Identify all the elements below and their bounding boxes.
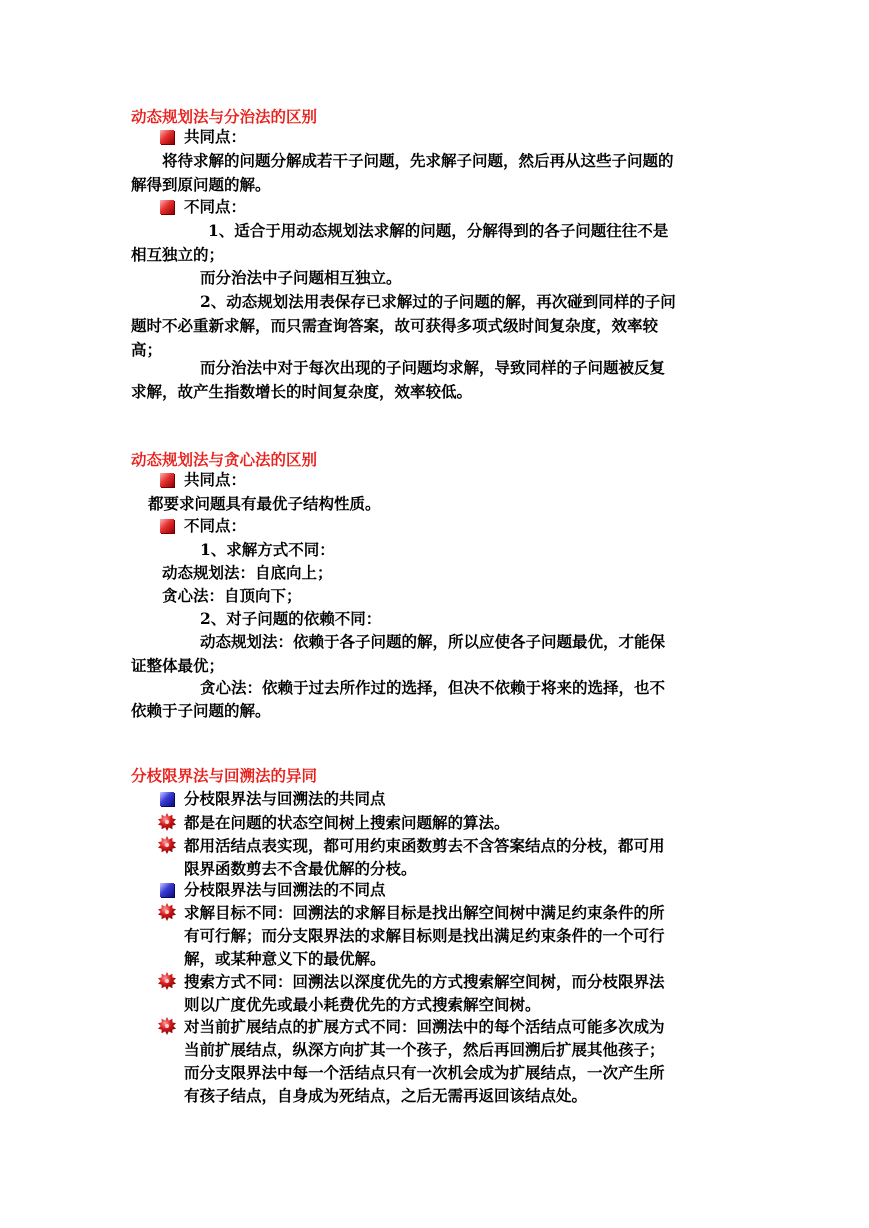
common-label: 分枝限界法与回溯法的共同点 <box>184 789 386 808</box>
list-item: 求解目标不同：回溯法的求解目标是找出解空间树中满足约束条件的所 <box>184 903 665 922</box>
list-item-continuation: 解，或某种意义下的最优解。 <box>184 949 386 968</box>
paragraph-line: 相互独立的； <box>131 245 225 264</box>
paragraph-line: 高； <box>131 340 163 359</box>
list-item-continuation: 而分支限界法中每一个活结点只有一次机会成为扩展结点，一次产生所 <box>184 1063 665 1082</box>
list-item-continuation: 则以广度优先或最小耗费优先的方式搜索解空间树。 <box>184 995 541 1014</box>
list-item: 都用活结点表实现，都可用约束函数剪去不含答案结点的分枝，都可用 <box>184 836 665 855</box>
paragraph-line: 1、求解方式不同： <box>200 540 335 559</box>
paragraph-line: 而分治法中子问题相互独立。 <box>200 268 402 287</box>
red-gear-bullet-icon <box>158 836 176 854</box>
red-gear-bullet-icon <box>158 903 176 921</box>
list-item: 都是在问题的状态空间树上搜索问题解的算法。 <box>184 813 510 832</box>
red-square-bullet-icon <box>160 519 174 533</box>
diff-label: 不同点： <box>184 516 247 535</box>
paragraph-line: 而分治法中对于每次出现的子问题均求解，导致同样的子问题被反复 <box>200 358 666 377</box>
list-item: 搜索方式不同：回溯法以深度优先的方式搜索解空间树，而分枝限界法 <box>184 972 665 991</box>
list-item: 对当前扩展结点的扩展方式不同：回溯法中的每个活结点可能多次成为 <box>184 1017 665 1036</box>
paragraph-line: 依赖于子问题的解。 <box>131 701 271 720</box>
red-gear-bullet-icon <box>158 972 176 990</box>
common-label: 共同点： <box>184 470 247 489</box>
paragraph-line: 动态规划法：自底向上； <box>162 563 333 582</box>
diff-label: 分枝限界法与回溯法的不同点 <box>184 880 386 899</box>
red-gear-bullet-icon <box>158 813 176 831</box>
blue-square-bullet-icon <box>160 792 174 806</box>
paragraph-line: 2、对子问题的依赖不同： <box>200 609 382 628</box>
paragraph-line: 动态规划法：依赖于各子问题的解，所以应使各子问题最优，才能保 <box>200 632 666 651</box>
paragraph-line: 贪心法：自顶向下； <box>162 586 302 605</box>
red-gear-bullet-icon <box>158 1017 176 1035</box>
list-item-continuation: 有孩子结点，自身成为死结点，之后无需再返回该结点处。 <box>184 1086 588 1105</box>
paragraph-line: 求解，故产生指数增长的时间复杂度，效率较低。 <box>131 382 473 401</box>
paragraph-line: 1、适合于用动态规划法求解的问题，分解得到的各子问题往往不是 <box>208 221 669 240</box>
red-square-bullet-icon <box>160 130 174 144</box>
section-heading-branch-bound-vs-backtracking: 分枝限界法与回溯法的异同 <box>131 766 318 785</box>
paragraph-line: 解得到原问题的解。 <box>131 175 271 194</box>
paragraph-line: 将待求解的问题分解成若干子问题，先求解子问题，然后再从这些子问题的 <box>162 151 674 170</box>
red-square-bullet-icon <box>160 473 174 487</box>
red-square-bullet-icon <box>160 200 174 214</box>
section-heading-dp-vs-divide: 动态规划法与分治法的区别 <box>131 107 318 126</box>
paragraph-line: 都要求问题具有最优子结构性质。 <box>148 494 381 513</box>
list-item-continuation: 当前扩展结点，纵深方向扩其一个孩子，然后再回溯后扩展其他孩子； <box>184 1040 665 1059</box>
section-heading-dp-vs-greedy: 动态规划法与贪心法的区别 <box>131 450 318 469</box>
list-item-continuation: 限界函数剪去不含最优解的分枝。 <box>184 859 417 878</box>
paragraph-line: 2、动态规划法用表保存已求解过的子问题的解，再次碰到同样的子问 <box>200 292 676 311</box>
paragraph-line: 证整体最优； <box>131 656 225 675</box>
diff-label: 不同点： <box>184 197 247 216</box>
common-label: 共同点： <box>184 127 247 146</box>
paragraph-line: 贪心法：依赖于过去所作过的选择，但决不依赖于将来的选择，也不 <box>200 678 666 697</box>
paragraph-line: 题时不必重新求解，而只需查询答案，故可获得多项式级时间复杂度，效率较 <box>131 316 659 335</box>
list-item-continuation: 有可行解；而分支限界法的求解目标则是找出满足约束条件的一个可行 <box>184 926 665 945</box>
blue-square-bullet-icon <box>160 883 174 897</box>
